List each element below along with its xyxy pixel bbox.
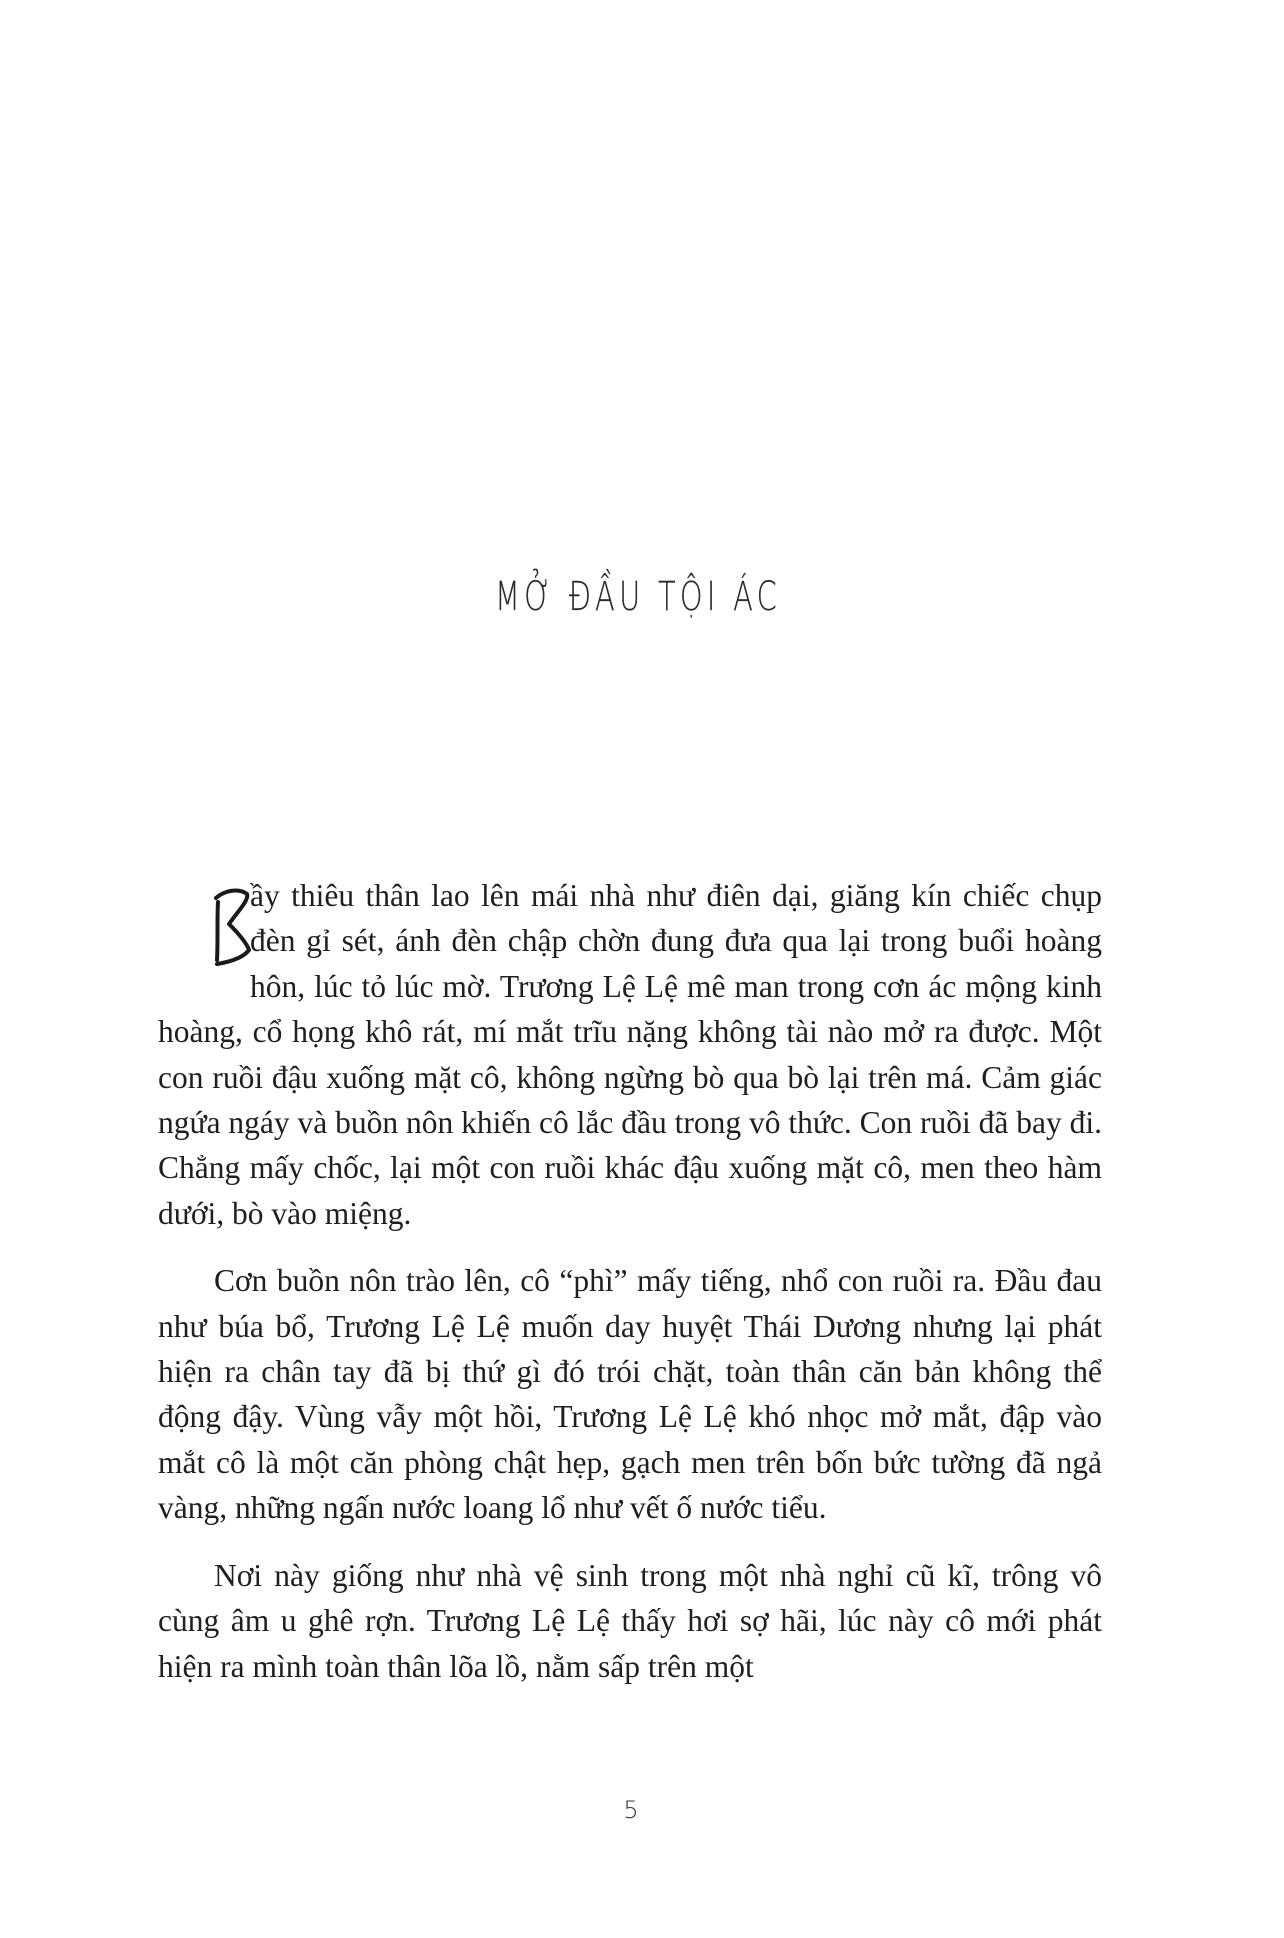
paragraph-1: [158, 873, 1102, 1236]
paragraph-2: Cơn buồn nôn trào lên, cô “phì” mấy tiếng, nhổ con ruồi ra. Đầu đau như búa bổ, Trương Lệ Lệ muốn day huyệt Thái Dương nhưng lại phát hiện ra chân tay đã bị thứ gì đó trói chặt, toàn thân căn bản không thể động đậy. Vùng vẫy một hồi, Trương Lệ Lệ khó nhọc mở mắt, đập vào mắt cô là một căn phòng chật hẹp, gạch men trên bốn bức tường đã ngả vàng, những ngấn nước loang lổ như vết ố nước tiểu.: [158, 1263, 1102, 1526]
paragraph-1-text: ầy thiêu thân lao lên mái nhà như điên dại, giăng kín chiếc chụp đèn gỉ sét, ánh đèn chập chờn đung đưa qua lại trong buổi hoàng hôn, lúc tỏ lúc mờ. Trương Lệ Lệ mê man trong cơn ác mộng kinh hoàng, cổ họng khô rát, mí mắt trĩu nặng không tài nào mở ra được. Một con ruồi đậu xuống mặt cô, không ngừng bò qua bò lại trên má. Cảm giác ngứa ngáy và buồn nôn khiến cô lắc đầu trong vô thức. Con ruồi đã bay đi. Chẳng mấy chốc, lại một con ruồi khác đậu xuống mặt cô, men theo hàm dưới, bò vào miệng.: [158, 878, 1102, 1231]
drop-cap: [158, 885, 250, 971]
chapter-title: MỞ ĐẦU TỘI ÁC: [495, 574, 782, 620]
drop-cap-b-glyph-icon: [213, 888, 253, 968]
paragraph-3: Nơi này giống như nhà vệ sinh trong một nhà nghỉ cũ kĩ, trông vô cùng âm u ghê rợn. Trương Lệ Lệ thấy hơi sợ hãi, lúc này cô mới phát hiện ra mình toàn thân lõa lồ, nằm sấp trên một: [158, 1557, 1102, 1684]
chapter-body: [158, 873, 1102, 1689]
page-number: 5: [623, 1796, 639, 1824]
